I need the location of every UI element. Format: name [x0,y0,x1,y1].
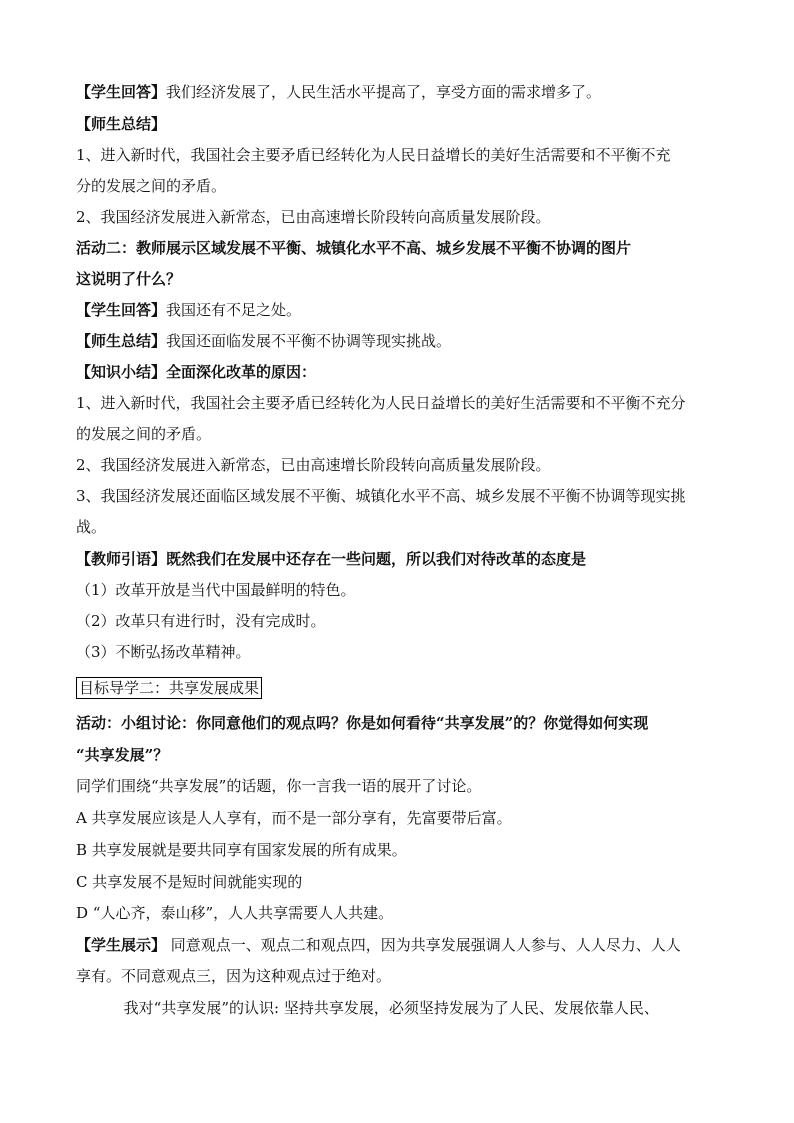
line-reason-3b: 战。 [76,518,107,536]
line-teacher-intro: 【教师引语】既然我们在发展中还存在一些问题，所以我们对待改革的态度是 [76,550,587,568]
line-summary-heading-1: 【师生总结】 [76,115,167,133]
line-summary-item-1b: 分的发展之间的矛盾。 [76,177,227,195]
line-summary-item-2: 2、我国经济发展进入新常态，已由高速增长阶段转向高质量发展阶段。 [76,208,551,226]
line-group-discussion-a: 活动：小组讨论：你同意他们的观点吗？你是如何看待“共享发展”的？你觉得如何实现 [76,714,649,732]
line-reason-1b: 的发展之间的矛盾。 [76,425,212,443]
line-option-b: B 共享发展就是要共同享有国家发展的所有成果。 [76,841,407,859]
line-attitude-3: （3）不断弘扬改革精神。 [76,643,251,661]
line-student-answer-1: 【学生回答】我们经济发展了，人民生活水平提高了，享受方面的需求增多了。 [76,83,602,101]
line-understanding: 我对“共享发展”的认识: 坚持共享发展，必须坚持发展为了人民、发展依靠人民、 [76,999,659,1017]
line-reason-3a: 3、我国经济发展还面临区域发展不平衡、城镇化水平不高、城乡发展不平衡不协调等现实挑 [76,487,686,505]
line-summary-item-1a: 1、进入新时代，我国社会主要矛盾已经转化为人民日益增长的美好生活需要和不平衡不充 [76,146,671,164]
line-activity-two-b: 这说明了什么？ [76,270,182,288]
line-attitude-1: （1）改革开放是当代中国最鲜明的特色。 [76,581,356,599]
line-option-c: C 共享发展不是短时间就能实现的 [76,873,303,891]
line-group-discussion-b: “共享发展”？ [76,746,169,764]
line-reason-2: 2、我国经济发展进入新常态，已由高速增长阶段转向高质量发展阶段。 [76,456,551,474]
line-reason-1a: 1、进入新时代，我国社会主要矛盾已经转化为人民日益增长的美好生活需要和不平衡不充分 [76,394,686,412]
line-option-d: D “人心齐，泰山移”，人人共享需要人人共建。 [76,904,394,922]
line-discussion-intro: 同学们围绕“共享发展”的话题，你一言我一语的展开了讨论。 [76,777,482,795]
line-summary-2: 【师生总结】我国还面临发展不平衡不协调等现实挑战。 [76,332,452,350]
line-goal-two-heading [76,677,262,699]
goal-two-box: 目标导学二：共享发展成果 [76,677,262,699]
line-student-show-a: 【学生展示】 同意观点一、观点二和观点四，因为共享发展强调人人参与、人人尽力、人人 [76,936,681,954]
line-option-a: A 共享发展应该是人人享有，而不是一部分享有，先富要带后富。 [76,809,512,827]
line-student-show-b: 享有。不同意观点三，因为这种观点过于绝对。 [76,967,392,985]
line-activity-two-a: 活动二：教师展示区域发展不平衡、城镇化水平不高、城乡发展不平衡不协调的图片 [76,239,632,257]
line-attitude-2: （2）改革只有进行时，没有完成时。 [76,612,326,630]
line-student-answer-2: 【学生回答】我国还有不足之处。 [76,301,302,319]
line-knowledge-summary: 【知识小结】全面深化改革的原因： [76,363,317,381]
